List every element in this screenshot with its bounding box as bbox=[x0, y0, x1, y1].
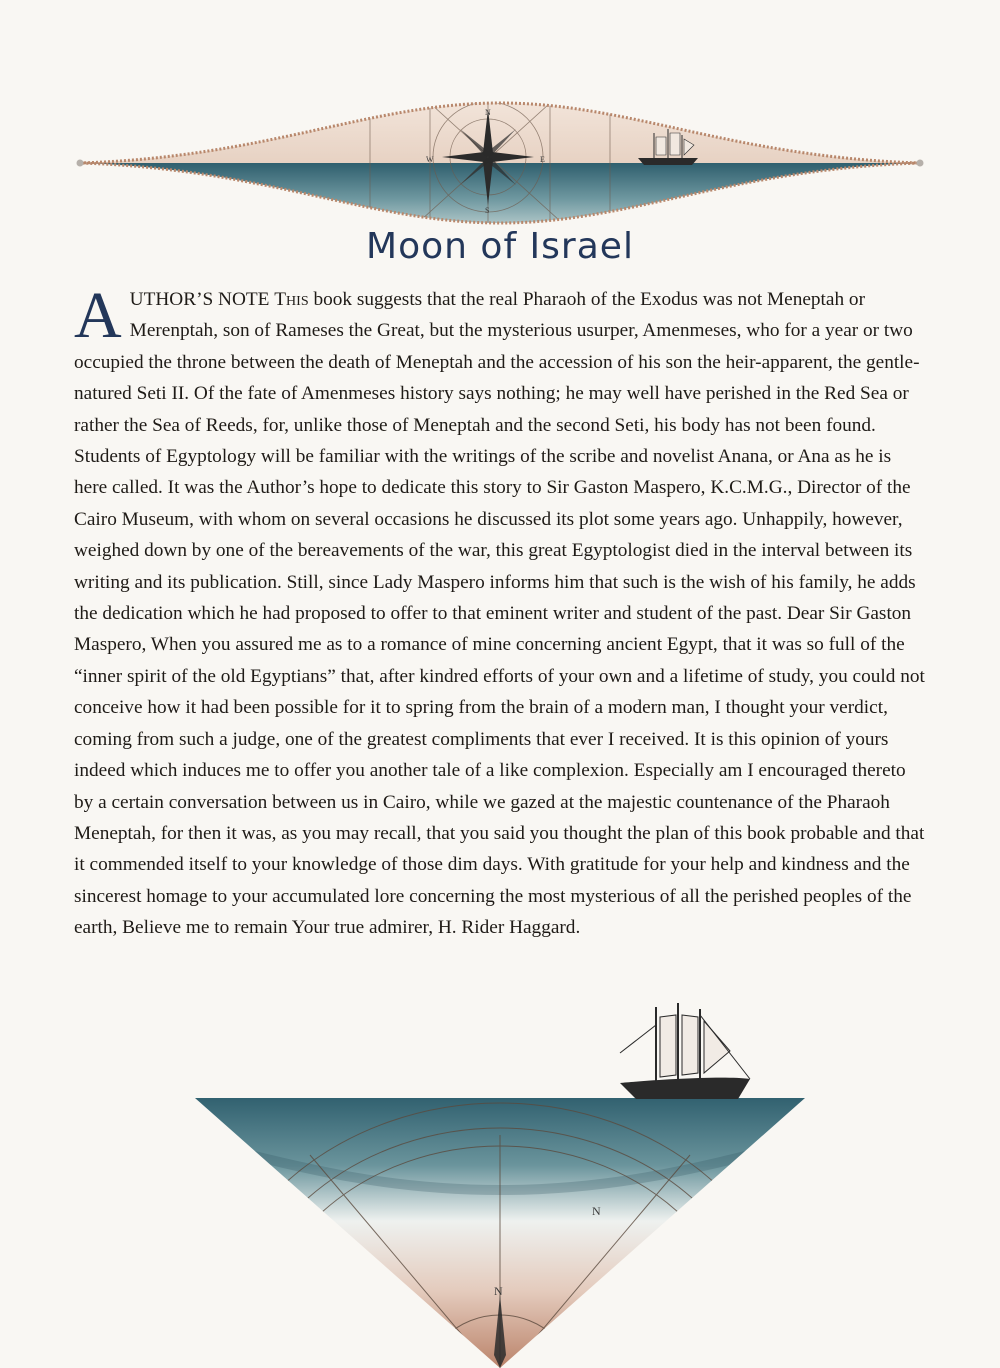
bottom-compass-letter: N bbox=[592, 1204, 601, 1218]
top-compass-letter: S bbox=[485, 206, 490, 215]
top-compass-letter: W bbox=[426, 155, 434, 164]
drop-cap: A bbox=[74, 279, 122, 352]
lead-word: This bbox=[274, 289, 309, 310]
bottom-compass-ship-ornament bbox=[190, 995, 810, 1368]
top-compass-ship-ornament bbox=[70, 95, 930, 235]
top-compass-letter: E bbox=[540, 155, 545, 164]
top-compass-letter: N bbox=[485, 108, 491, 117]
bottom-ship-icon bbox=[620, 1003, 750, 1099]
section-heading: UTHOR’S NOTE bbox=[129, 289, 270, 310]
page-title: Moon of Israel bbox=[366, 226, 634, 267]
authors-note-paragraph bbox=[74, 279, 927, 944]
bottom-compass-letter: N bbox=[494, 1284, 503, 1298]
body-text: book suggests that the real Pharaoh of the Exodus was not Meneptah or Merenptah, son of Rameses the Great, but the mysterious usurper, Amenmeses, who for a year or two occupied the throne between the death of Meneptah and the accession of his son the heir-apparent, the gentle-natured Seti II. Of the fate of Amenmeses history says nothing; he may well have perished in the Red Sea or rather the Sea of Reeds, for, unlike those of Meneptah and the second Seti, his body has not been found. Students of Egyptology will be familiar with the writings of the scribe and novelist Anana, or Ana as he is here called. It was the Author’s hope to dedicate this story to Sir Gaston Maspero, K.C.M.G., Director of the Cairo Museum, with whom on several occasions he discussed its plot some years ago. Unhappily, however, weighed down by one of the bereavements of the war, this great Egyptologist died in the interval between its writing and its publication. Still, since Lady Maspero informs him that such is the wish of his family, he adds the dedication which he had proposed to offer to that eminent writer and student of the past. Dear Sir Gaston Maspero, When you assured me as to a romance of mine concerning ancient Egypt, that it was so full of the “inner spirit of the old Egyptians” that, after kindred efforts of your own and a lifetime of study, you could not conceive how it had been possible for it to spring from the brain of a modern man, I thought your verdict, coming from such a judge, one of the greatest compliments that ever I received. It is this opinion of yours indeed which induces me to offer you another tale of a like complexion. Especially am I encouraged thereto by a certain conversation between us in Cairo, while we gazed at the majestic countenance of the Pharaoh Meneptah, for then it was, as you may recall, that you said you thought the plan of this book probable and that it commended itself to your knowledge of those dim days. With gratitude for your help and kindness and the sincerest homage to your accumulated lore concerning the most mysterious of all the perished peoples of the earth, Believe me to remain Your true admirer, H. Rider Haggard. bbox=[74, 289, 925, 939]
